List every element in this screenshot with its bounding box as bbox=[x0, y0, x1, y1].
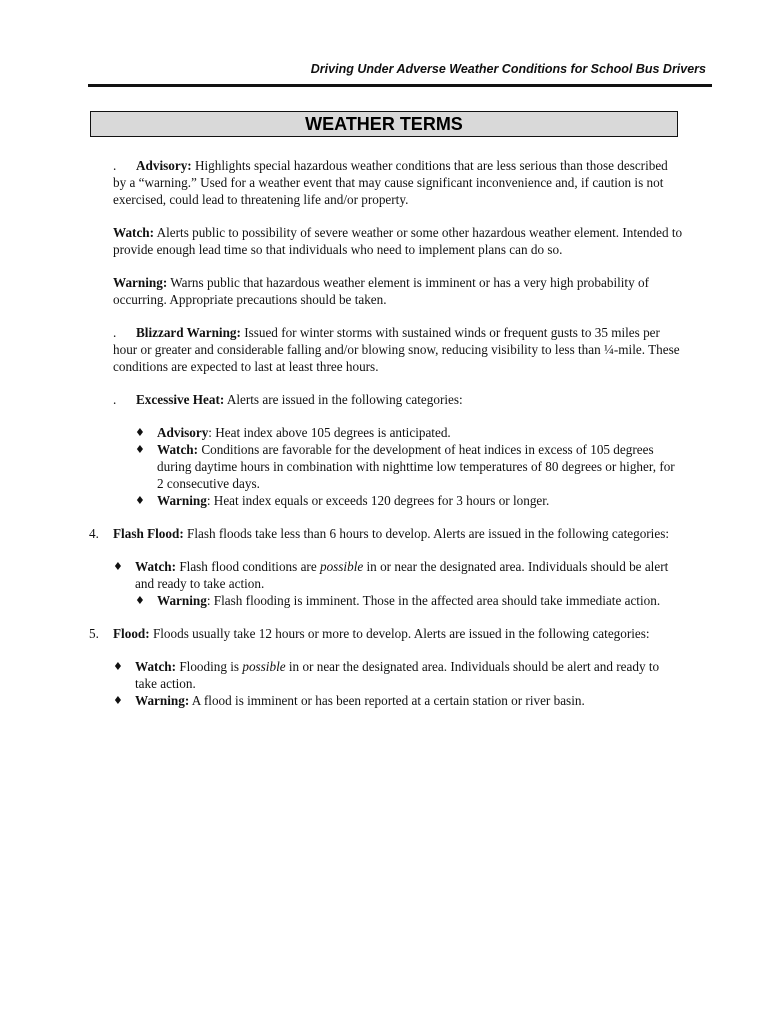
diamond-icon: ♦ bbox=[135, 426, 145, 439]
definition: Issued for winter storms with sustained winds or frequent gusts to 35 miles per hour or greater and considerable falling and/or blowing snow, reducing visibility to less than ¼-mile. These conditions are expected to last at least three hours. bbox=[113, 325, 680, 374]
definition: Warns public that hazardous weather element is imminent or has a very high probability of occurring. Appropriate precautions should be taken. bbox=[113, 275, 649, 307]
term: Watch: bbox=[157, 442, 199, 457]
definition: in or near the designated area. Individuals should be alert and ready to take action. bbox=[135, 559, 669, 591]
term: Watch: bbox=[135, 659, 177, 674]
term: Warning: bbox=[135, 693, 190, 708]
definition: Flash flood conditions are bbox=[176, 559, 320, 574]
term: Blizzard Warning: bbox=[136, 325, 241, 340]
term: Watch: bbox=[113, 225, 155, 240]
flash-flood-watch-list bbox=[113, 558, 683, 592]
advisory-paragraph bbox=[113, 157, 683, 208]
list-item bbox=[135, 492, 683, 509]
list-item bbox=[135, 441, 683, 492]
definition: in or near the designated area. Individuals should be alert and ready to take action. bbox=[135, 659, 660, 691]
term: Warning bbox=[157, 593, 207, 608]
list-item bbox=[113, 558, 683, 592]
definition: Highlights special hazardous weather conditions that are less serious than those described by a “warning.” Used for a weather event that may cause significant inconvenience and, if caution is not exercised, could lead to threatening life and/or property. bbox=[113, 158, 668, 207]
definition: A flood is imminent or has been reported at a certain station or river basin. bbox=[189, 693, 585, 708]
running-header: Driving Under Adverse Weather Conditions for School Bus Drivers bbox=[310, 62, 706, 76]
diamond-icon: ♦ bbox=[135, 443, 145, 456]
definition: Alerts public to possibility of severe weather or some other hazardous weather element. Intended to provide enough lead time so that individuals who need to implement plans can do so. bbox=[113, 225, 683, 257]
list-item bbox=[113, 658, 683, 692]
flash-flood-paragraph bbox=[89, 525, 683, 542]
term: Excessive Heat: bbox=[136, 392, 225, 407]
flash-flood-warning-list bbox=[135, 592, 683, 609]
definition: Flooding is bbox=[176, 659, 243, 674]
list-marker: . bbox=[113, 158, 117, 173]
definition: : Heat index above 105 degrees is anticipated. bbox=[208, 425, 451, 440]
diamond-icon: ♦ bbox=[135, 594, 145, 607]
warning-paragraph bbox=[113, 274, 683, 308]
document-body bbox=[89, 157, 683, 709]
definition: Floods usually take 12 hours or more to develop. Alerts are issued in the following categories: bbox=[149, 626, 650, 641]
flood-list bbox=[113, 658, 683, 709]
term: Warning bbox=[157, 493, 207, 508]
term: Advisory bbox=[157, 425, 209, 440]
diamond-icon: ♦ bbox=[135, 494, 145, 507]
list-number: 5. bbox=[89, 626, 99, 641]
term: Flash Flood: bbox=[113, 526, 184, 541]
diamond-icon: ♦ bbox=[113, 694, 123, 707]
definition: Flash floods take less than 6 hours to develop. Alerts are issued in the following categories: bbox=[183, 526, 669, 541]
excessive-heat-paragraph bbox=[113, 391, 683, 408]
term: Flood: bbox=[113, 626, 150, 641]
definition: : Flash flooding is imminent. Those in the affected area should take immediate action. bbox=[206, 593, 661, 608]
term: Watch: bbox=[135, 559, 177, 574]
diamond-icon: ♦ bbox=[113, 560, 123, 573]
diamond-icon: ♦ bbox=[113, 660, 123, 673]
definition: : Heat index equals or exceeds 120 degrees for 3 hours or longer. bbox=[206, 493, 550, 508]
term: Warning: bbox=[113, 275, 168, 290]
header-rule bbox=[88, 84, 712, 87]
list-item bbox=[113, 692, 683, 709]
list-marker: . bbox=[113, 325, 117, 340]
list-item bbox=[135, 592, 683, 609]
definition: Conditions are favorable for the development of heat indices in excess of 105 degrees during daytime hours in combination with nighttime low temperatures of 80 degrees or higher, for 2 consecutive days. bbox=[157, 442, 675, 491]
watch-paragraph bbox=[113, 224, 683, 258]
emphasis: possible bbox=[319, 559, 364, 574]
emphasis: possible bbox=[242, 659, 286, 674]
blizzard-paragraph bbox=[113, 324, 683, 375]
excessive-heat-list bbox=[135, 424, 683, 509]
list-item bbox=[135, 424, 683, 441]
definition: Alerts are issued in the following categories: bbox=[224, 392, 463, 407]
flood-paragraph bbox=[89, 625, 683, 642]
page-title: WEATHER TERMS bbox=[90, 111, 678, 137]
list-marker: . bbox=[113, 392, 117, 407]
term: Advisory: bbox=[136, 158, 192, 173]
list-number: 4. bbox=[89, 526, 99, 541]
